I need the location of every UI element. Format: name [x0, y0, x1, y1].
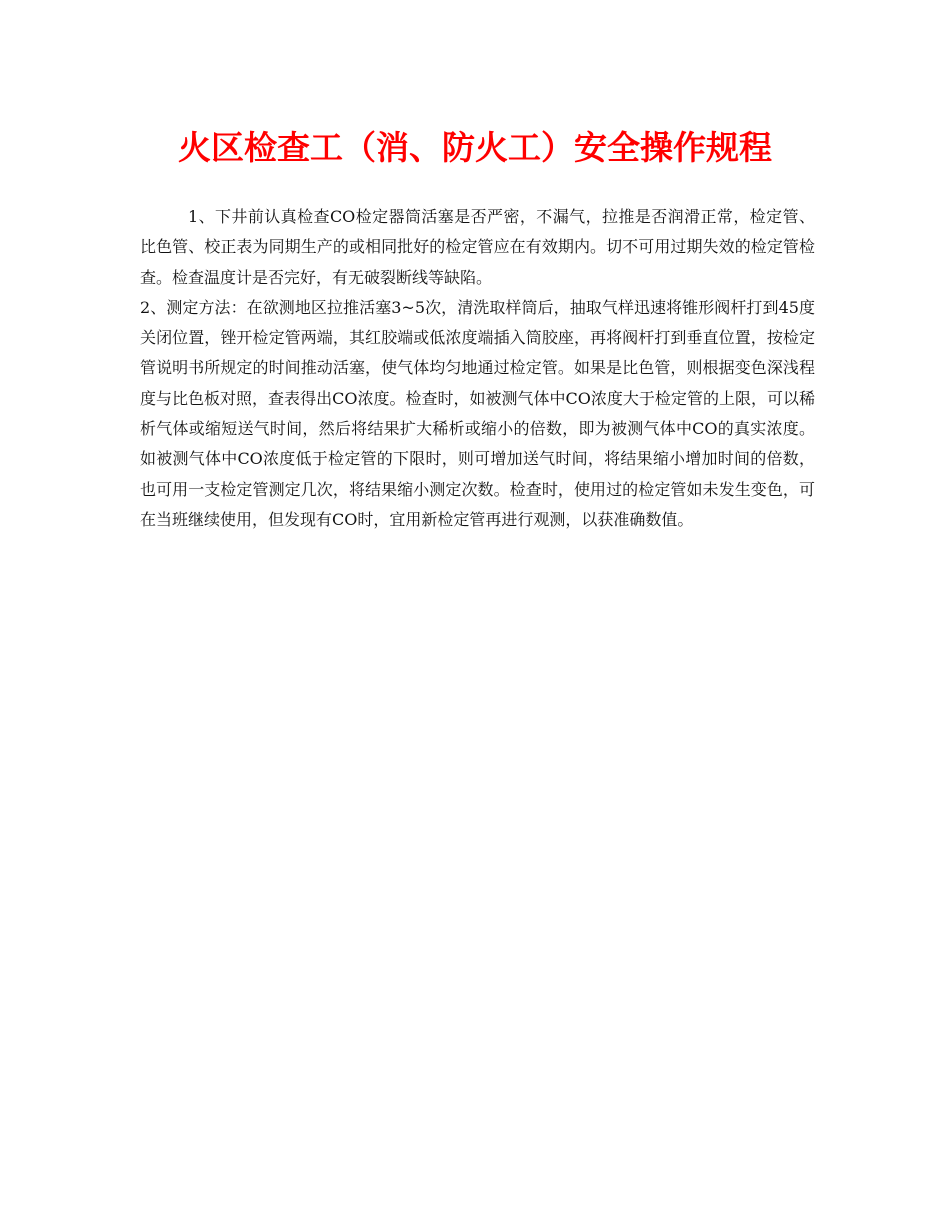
document-title: 火区检查工（消、防火工）安全操作规程 [178, 128, 772, 167]
paragraph-measurement-method: 2、测定方法：在欲测地区拉推活塞3~5次，清洗取样筒后，抽取气样迅速将锥形阀杆打到45度关闭位置，锉开检定管两端，其红胶端或低浓度端插入筒胶座，再将阀杆打到垂直位置，按检定管说明书所规定的时间推动活塞，使气体均匀地通过检定管。如果是比色管，则根据变色深浅程度与比色板对照，查表得出CO浓度。检查时，如被测气体中CO浓度大于检定管的上限，可以稀析气体或缩短送气时间，然后将结果扩大稀析或缩小的倍数，即为被测气体中CO的真实浓度。如被测气体中CO浓度低于检定管的下限时，则可增加送气时间，将结果缩小增加时间的倍数，也可用一支检定管测定几次，将结果缩小测定次数。检查时，使用过的检定管如未发生变色，可在当班继续使用，但发现有CO时，宜用新检定管再进行观测，以获准确数值。 [140, 297, 815, 529]
document-body [140, 202, 815, 535]
paragraph-inspection-check: 1、下井前认真检查CO检定器筒活塞是否严密，不漏气，拉推是否润滑正常，检定管、比色管、校正表为同期生产的或相同批好的检定管应在有效期内。切不可用过期失效的检定管检查。检查温度计是否完好，有无破裂断线等缺陷。 [140, 207, 815, 287]
